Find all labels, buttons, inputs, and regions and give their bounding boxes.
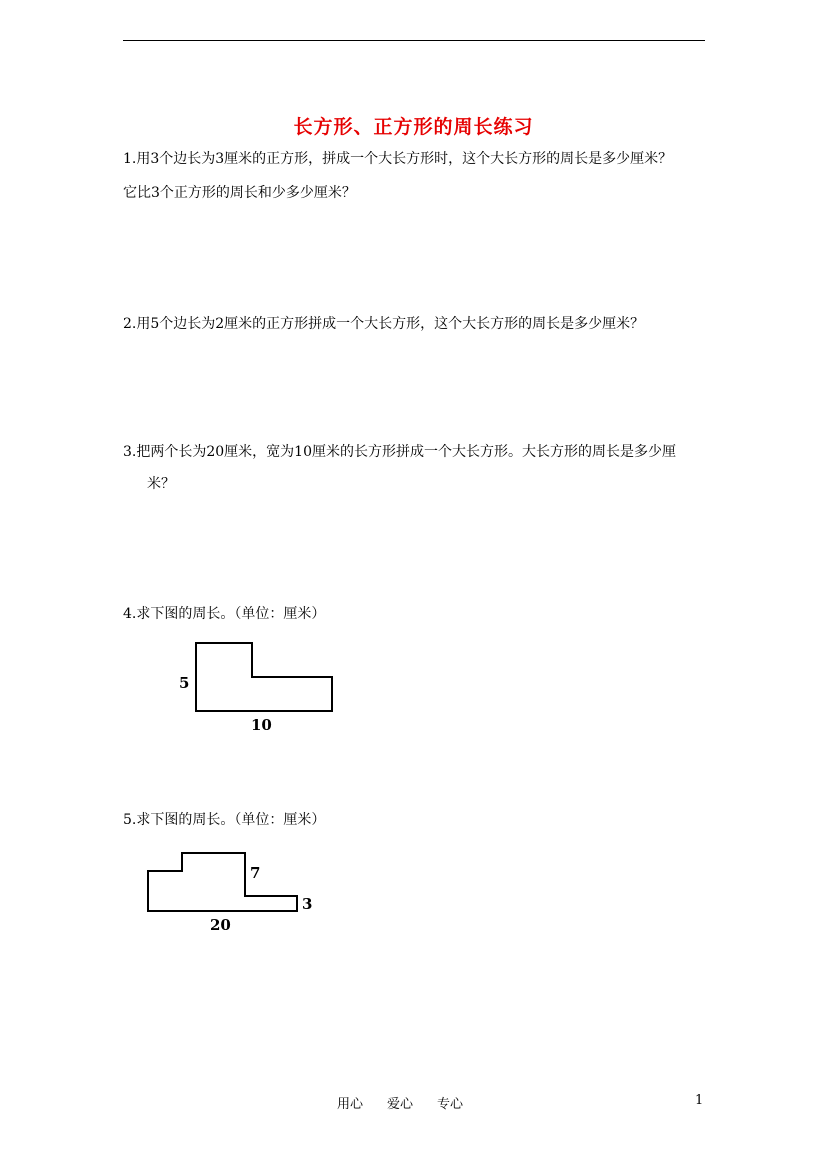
question-1-line-2: 它比3个正方形的周长和少多少厘米？ <box>123 185 356 201</box>
footer-motto-1: 用心 <box>337 1097 364 1112</box>
page-title: 长方形、正方形的周长练习 <box>293 116 534 138</box>
figure-4-height-label: 5 <box>179 674 190 692</box>
question-5-line-1: 5.求下图的周长。（单位：厘米） <box>123 812 326 828</box>
l-shape-outline <box>196 643 332 711</box>
footer-motto-2: 爱心 <box>387 1097 414 1112</box>
question-3-line-1: 3.把两个长为20厘米，宽为10厘米的长方形拼成一个大长方形。大长方形的周长是多少厘 <box>123 444 676 460</box>
header-rule <box>123 40 705 41</box>
question-5-figure <box>140 845 325 940</box>
question-4-line-1: 4.求下图的周长。（单位：厘米） <box>123 606 326 622</box>
question-1-line-1: 1.用3个边长为3厘米的正方形，拼成一个大长方形时，这个大长方形的周长是多少厘米？ <box>123 151 673 167</box>
question-4-figure <box>170 635 350 740</box>
question-3-line-2: 米？ <box>147 476 175 492</box>
footer-motto-3: 专心 <box>437 1097 464 1112</box>
figure-5-width-label: 20 <box>210 916 231 934</box>
question-2-line-1: 2.用5个边长为2厘米的正方形拼成一个大长方形，这个大长方形的周长是多少厘米？ <box>123 316 645 332</box>
stepped-shape-outline <box>148 853 297 911</box>
page-number: 1 <box>695 1093 704 1108</box>
figure-4-width-label: 10 <box>251 716 272 734</box>
figure-5-inner-label: 7 <box>250 864 261 882</box>
figure-5-right-label: 3 <box>302 895 313 913</box>
